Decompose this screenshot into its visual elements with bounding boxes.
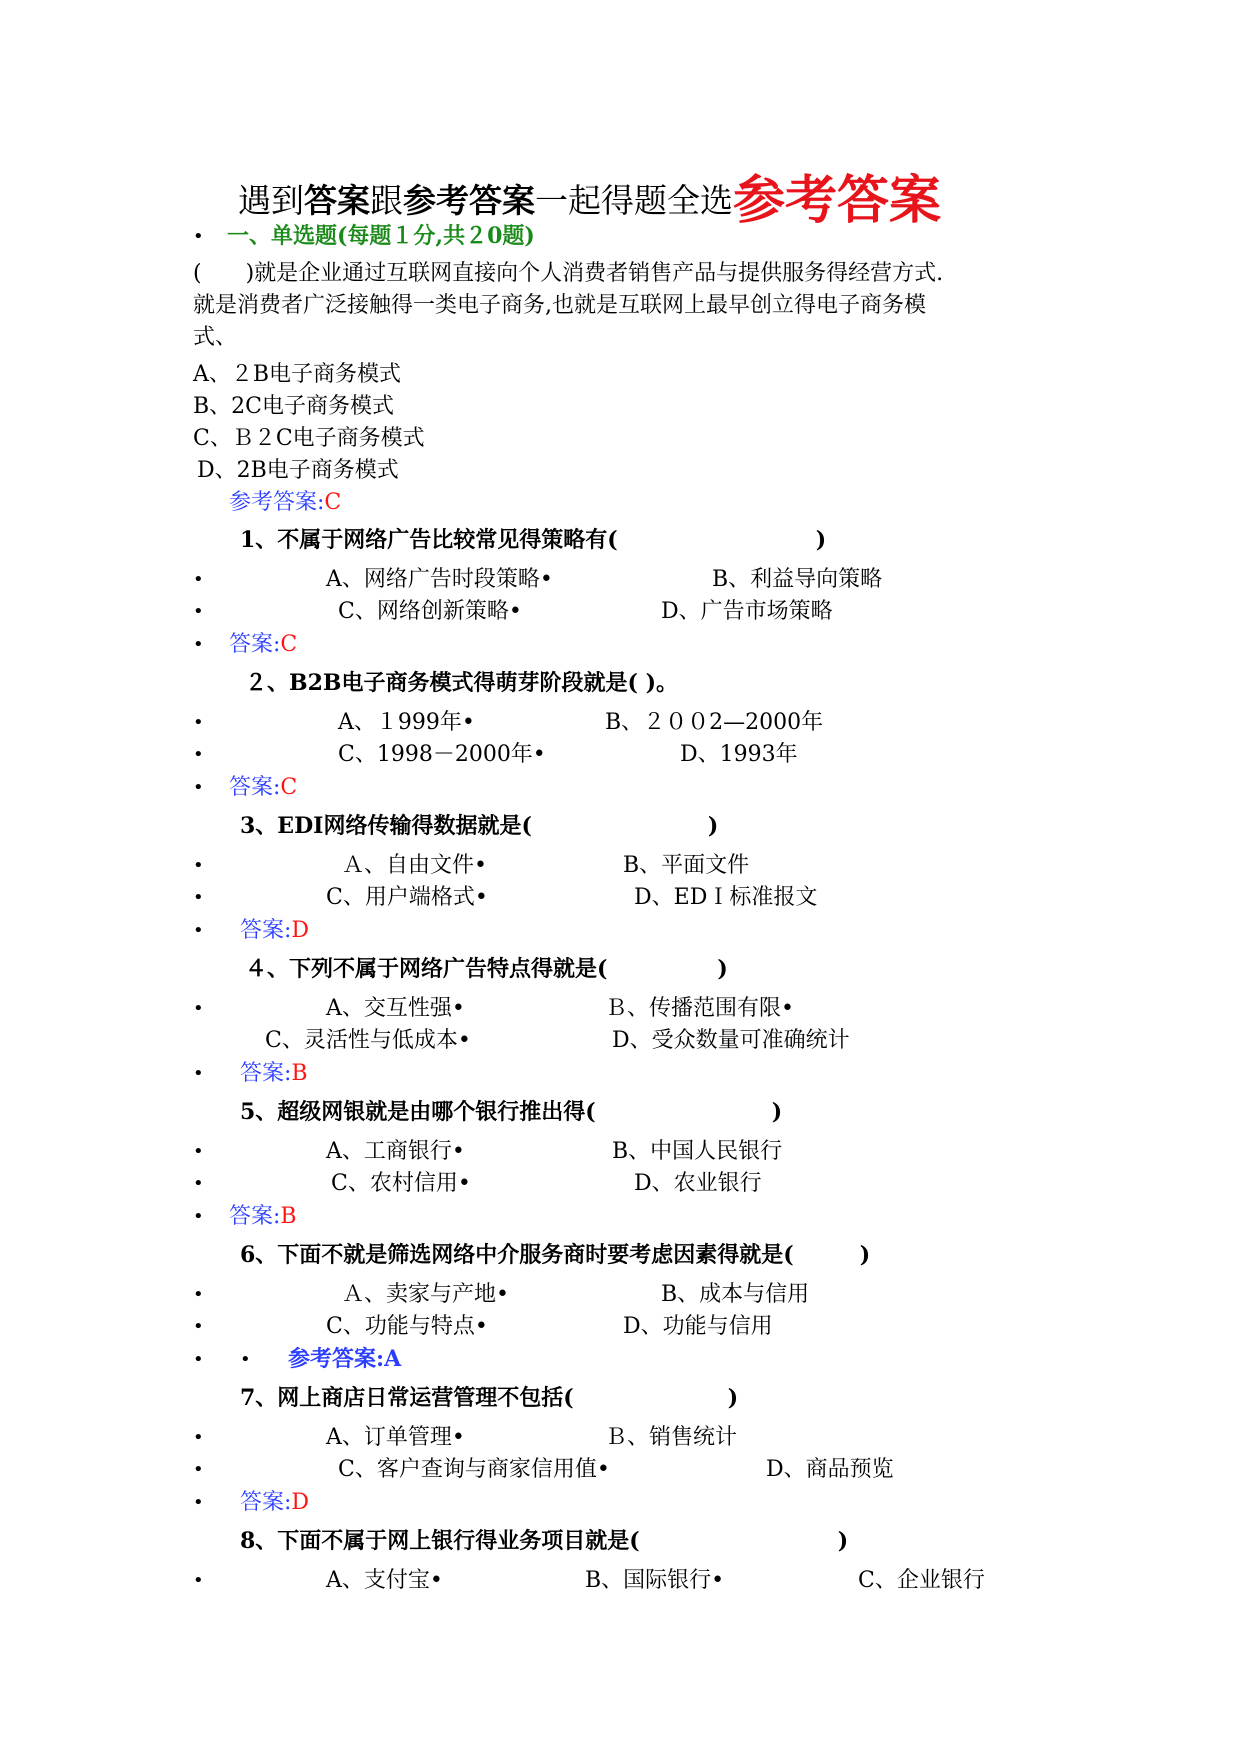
option-a: Ａ、卖家与产地• [342,1282,509,1307]
bullet: • [193,601,204,622]
bullet: • [193,1459,204,1480]
option-a: Ａ、自由文件• [342,853,487,878]
bullet: • [193,226,204,247]
bullet: • [193,855,204,876]
question-stem: 6、下面不就是筛选网络中介服务商时要考虑因素得就是( ) [240,1242,871,1268]
bullet: • [193,1492,204,1513]
bullet: • [193,777,204,798]
answer [240,913,309,944]
bullet: • [240,1349,251,1370]
option-c: C、功能与特点• [326,1314,488,1339]
answer-label: 参考答案: [229,490,325,515]
option-c: C、灵活性与低成本• [265,1028,471,1053]
bullet: • [193,712,204,733]
answer-label: 答案: [229,1204,281,1229]
answer-label: 参考答案: [288,1346,385,1372]
bullet: • [193,1427,204,1448]
bullet: • [193,569,204,590]
bullet: • [193,1063,204,1084]
option-c: C、网络创新策略• [338,599,522,624]
answer-value: B [280,1204,297,1229]
title-highlight: 参考答案 [733,170,942,231]
bullet: • [193,1316,204,1337]
option-a: A、交互性强• [326,996,465,1021]
option-b: B、平面文件 [623,853,750,878]
option-b: B、成本与信用 [661,1282,810,1307]
answer-label: 答案: [229,632,281,657]
answer [240,1056,308,1087]
answer-value: C [280,632,298,657]
answer-label: 答案: [229,775,281,800]
answer-label: 答案: [240,1490,292,1515]
answer-value: D [291,918,310,943]
answer [288,1342,401,1373]
option-b: B、2C电子商务模式 [193,394,394,419]
question-stem: 3、EDI网络传输得数据就是( ) [240,813,719,839]
bullet: • [193,1173,204,1194]
option-d: D、EDＩ标准报文 [634,885,818,910]
option-c: C、农村信用• [331,1171,471,1196]
title-part: 参考答案 [403,181,535,220]
option-b: B、２００2—2000年 [605,710,824,735]
option-a: A、１999年• [338,710,475,735]
answer-label: 答案: [240,918,292,943]
option-c: C、1998－2000年• [338,742,546,767]
option-d: D、受众数量可准确统计 [612,1028,850,1053]
option-b: Ｂ、传播范围有限• [605,996,794,1021]
bullet: • [193,1284,204,1305]
title-part: 一起得题全选 [535,181,733,220]
answer-value: D [291,1490,310,1515]
bullet: • [193,634,204,655]
option-d: D、商品预览 [766,1457,894,1482]
question-stem: 5、超级网银就是由哪个银行推出得( ) [240,1099,783,1125]
title-part: 答案 [304,181,370,220]
option-c: C、用户端格式• [326,885,488,910]
answer-value: C [324,490,342,515]
question-stem: 1、不属于网络广告比较常见得策略有( ) [240,527,827,553]
bullet: • [193,887,204,908]
answer [229,770,297,801]
section-heading: 一、单选题(每题１分,共２0题) [227,223,535,249]
option-a: A、２B电子商务模式 [193,362,402,387]
answer-value: C [280,775,298,800]
bullet: • [193,920,204,941]
option-b: B、利益导向策略 [712,567,883,592]
option-d: D、1993年 [680,742,798,767]
intro-stem-line: 式、 [193,325,238,350]
bullet: • [193,1349,204,1370]
intro-stem-line: ( )就是企业通过互联网直接向个人消费者销售产品与提供服务得经营方式. [193,261,944,286]
bullet: • [193,1141,204,1162]
option-d: D、功能与信用 [623,1314,773,1339]
bullet: • [193,1570,204,1591]
option-a: A、支付宝• [326,1568,443,1593]
option-b: B、国际银行• [585,1568,725,1593]
intro-stem-line: 就是消费者广泛接触得一类电子商务,也就是互联网上最早创立得电子商务模 [193,293,926,318]
option-a: A、工商银行• [326,1139,465,1164]
answer-label: 答案: [240,1061,292,1086]
answer [240,1485,309,1516]
option-d: D、广告市场策略 [661,599,833,624]
option-c: C、企业银行 [858,1568,985,1593]
title-part: 跟 [370,181,403,220]
bullet: • [193,1206,204,1227]
answer [229,627,297,658]
option-c: C、Ｂ２C电子商务模式 [193,426,425,451]
option-b: Ｂ、销售统计 [605,1425,738,1450]
option-d: D、2B电子商务模式 [197,458,399,483]
answer-value: B [291,1061,308,1086]
option-b: B、中国人民银行 [612,1139,783,1164]
question-stem: ２、B2B电子商务模式得萌芽阶段就是( )。 [245,670,678,696]
bullet: • [193,998,204,1019]
option-a: A、订单管理• [326,1425,465,1450]
option-a: A、网络广告时段策略• [326,567,553,592]
answer [229,1199,297,1230]
bullet: • [193,744,204,765]
question-stem: 7、网上商店日常运营管理不包括( ) [240,1385,739,1411]
question-stem: ４、下列不属于网络广告特点得就是( ) [245,956,728,982]
question-stem: 8、下面不属于网上银行得业务项目就是( ) [240,1528,849,1554]
answer-value: A [384,1346,402,1372]
option-c: C、客户查询与商家信用值• [338,1457,610,1482]
title-part: 遇到 [238,181,304,220]
answer [229,485,341,516]
option-d: D、农业银行 [634,1171,762,1196]
